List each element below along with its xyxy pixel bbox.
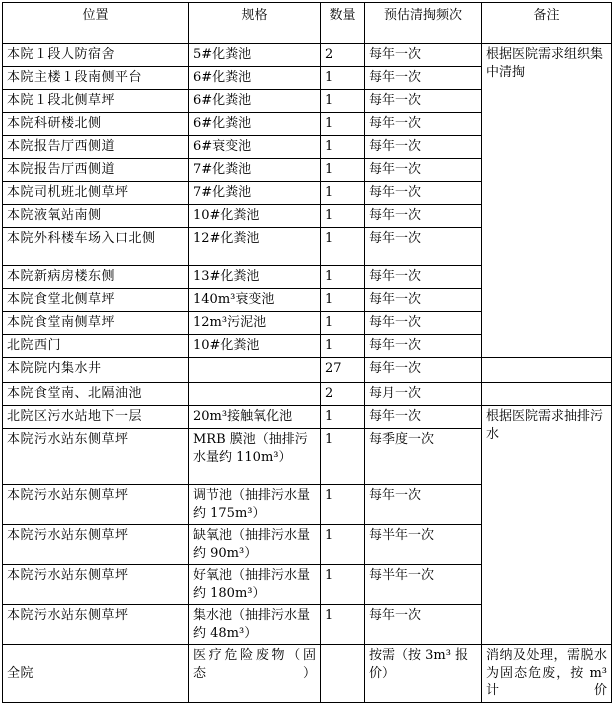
cell-frequency: 每年一次 (365, 67, 482, 90)
cell-location: 本院污水站东侧草坪 (3, 525, 189, 565)
cell-frequency: 每年一次 (365, 205, 482, 228)
cell-location: 本院食堂南侧草坪 (3, 312, 189, 335)
cell-quantity: 1 (321, 525, 365, 565)
cell-quantity: 1 (321, 605, 365, 645)
cell-quantity: 1 (321, 289, 365, 312)
cell-frequency: 每年一次 (365, 44, 482, 67)
cell-quantity: 1 (321, 485, 365, 525)
cell-note-last: 消纳及处理，需脱水为固态危废，按 m³ 计价 (482, 645, 612, 703)
cell-spec: 调节池（抽排污水量约 175m³） (189, 485, 321, 525)
cell-quantity: 1 (321, 113, 365, 136)
cell-spec: 7#化粪池 (189, 182, 321, 205)
cell-spec: 医疗危险废物（固态） (189, 645, 321, 703)
cell-spec: 12#化粪池 (189, 228, 321, 266)
cell-spec: 12m³污泥池 (189, 312, 321, 335)
cell-quantity: 27 (321, 358, 365, 383)
cell-spec: 缺氧池（抽排污水量约 90m³） (189, 525, 321, 565)
cell-location: 全院 (3, 645, 189, 703)
cell-frequency: 每年一次 (365, 159, 482, 182)
cell-quantity: 1 (321, 67, 365, 90)
cell-frequency: 每年一次 (365, 113, 482, 136)
cell-spec: 10#化粪池 (189, 205, 321, 228)
cell-quantity (321, 645, 365, 703)
cell-note-group1: 根据医院需求组织集中清掏 (482, 44, 612, 358)
cell-spec: 6#化粪池 (189, 90, 321, 113)
cell-spec: 10#化粪池 (189, 335, 321, 358)
cell-spec: 5#化粪池 (189, 44, 321, 67)
cell-location: 本院污水站东侧草坪 (3, 565, 189, 605)
cell-quantity: 1 (321, 228, 365, 266)
cell-location: 本院报告厅西侧道 (3, 136, 189, 159)
cell-frequency: 每年一次 (365, 182, 482, 205)
cell-spec: 集水池（抽排污水量约 48m³） (189, 605, 321, 645)
cell-spec: 13#化粪池 (189, 266, 321, 289)
cell-location: 本院食堂北侧草坪 (3, 289, 189, 312)
cell-location: 本院液氧站南侧 (3, 205, 189, 228)
cell-frequency: 每年一次 (365, 406, 482, 429)
cell-location: 本院科研楼北侧 (3, 113, 189, 136)
cell-quantity: 1 (321, 266, 365, 289)
cell-quantity: 1 (321, 565, 365, 605)
table-row (3, 358, 612, 383)
cell-location: 本院司机班北侧草坪 (3, 182, 189, 205)
cell-spec: 6#化粪池 (189, 113, 321, 136)
cell-frequency: 每年一次 (365, 228, 482, 266)
cell-quantity: 1 (321, 90, 365, 113)
header-frequency: 预估清掏频次 (365, 3, 482, 44)
cell-frequency: 每半年一次 (365, 565, 482, 605)
cell-frequency: 按需（按 3m³ 报价） (365, 645, 482, 703)
table-row (3, 44, 612, 67)
cell-location: 本院污水站东侧草坪 (3, 429, 189, 485)
cell-spec: 好氧池（抽排污水量约 180m³） (189, 565, 321, 605)
cell-quantity: 2 (321, 44, 365, 67)
cell-quantity: 1 (321, 335, 365, 358)
cell-frequency: 每年一次 (365, 136, 482, 159)
header-quantity: 数量 (321, 3, 365, 44)
cell-location: 本院报告厅西侧道 (3, 159, 189, 182)
cell-frequency: 每年一次 (365, 289, 482, 312)
header-notes: 备注 (482, 3, 612, 44)
cell-location: 本院污水站东侧草坪 (3, 605, 189, 645)
cleaning-schedule-table (2, 2, 612, 703)
cell-location: 本院院内集水井 (3, 358, 189, 383)
cell-frequency: 每年一次 (365, 358, 482, 383)
cell-note-empty (482, 383, 612, 406)
cell-frequency: 每年一次 (365, 485, 482, 525)
cell-location: 本院１段人防宿舍 (3, 44, 189, 67)
cell-quantity: 1 (321, 312, 365, 335)
cell-quantity: 1 (321, 182, 365, 205)
cell-quantity: 1 (321, 406, 365, 429)
cell-spec (189, 358, 321, 383)
cell-frequency: 每年一次 (365, 266, 482, 289)
header-location: 位置 (3, 3, 189, 44)
cell-frequency: 每年一次 (365, 335, 482, 358)
cell-spec: MRB 膜池（抽排污水量约 110m³） (189, 429, 321, 485)
cell-note-empty (482, 358, 612, 383)
table-row (3, 645, 612, 703)
cell-frequency: 每年一次 (365, 312, 482, 335)
cell-location: 本院食堂南、北隔油池 (3, 383, 189, 406)
cell-location: 北院区污水站地下一层 (3, 406, 189, 429)
cell-frequency: 每季度一次 (365, 429, 482, 485)
cell-spec: 6#化粪池 (189, 67, 321, 90)
cell-spec (189, 383, 321, 406)
cell-frequency: 每半年一次 (365, 525, 482, 565)
cell-note-group2: 根据医院需求抽排污水 (482, 406, 612, 645)
cell-quantity: 1 (321, 159, 365, 182)
cell-location: 本院主楼１段南侧平台 (3, 67, 189, 90)
cell-location: 本院外科楼车场入口北侧 (3, 228, 189, 266)
cell-location: 本院新病房楼东侧 (3, 266, 189, 289)
cell-spec: 20m³接触氧化池 (189, 406, 321, 429)
table-row (3, 383, 612, 406)
cell-spec: 140m³衰变池 (189, 289, 321, 312)
cell-spec: 6#衰变池 (189, 136, 321, 159)
cell-frequency: 每年一次 (365, 605, 482, 645)
cell-quantity: 1 (321, 205, 365, 228)
cell-location: 本院１段北侧草坪 (3, 90, 189, 113)
table-row (3, 406, 612, 429)
cell-quantity: 1 (321, 136, 365, 159)
header-row (3, 3, 612, 44)
cell-frequency: 每月一次 (365, 383, 482, 406)
cell-location: 本院污水站东侧草坪 (3, 485, 189, 525)
cell-spec: 7#化粪池 (189, 159, 321, 182)
cell-quantity: 1 (321, 429, 365, 485)
header-spec: 规格 (189, 3, 321, 44)
cell-quantity: 2 (321, 383, 365, 406)
cell-frequency: 每年一次 (365, 90, 482, 113)
cell-location: 北院西门 (3, 335, 189, 358)
